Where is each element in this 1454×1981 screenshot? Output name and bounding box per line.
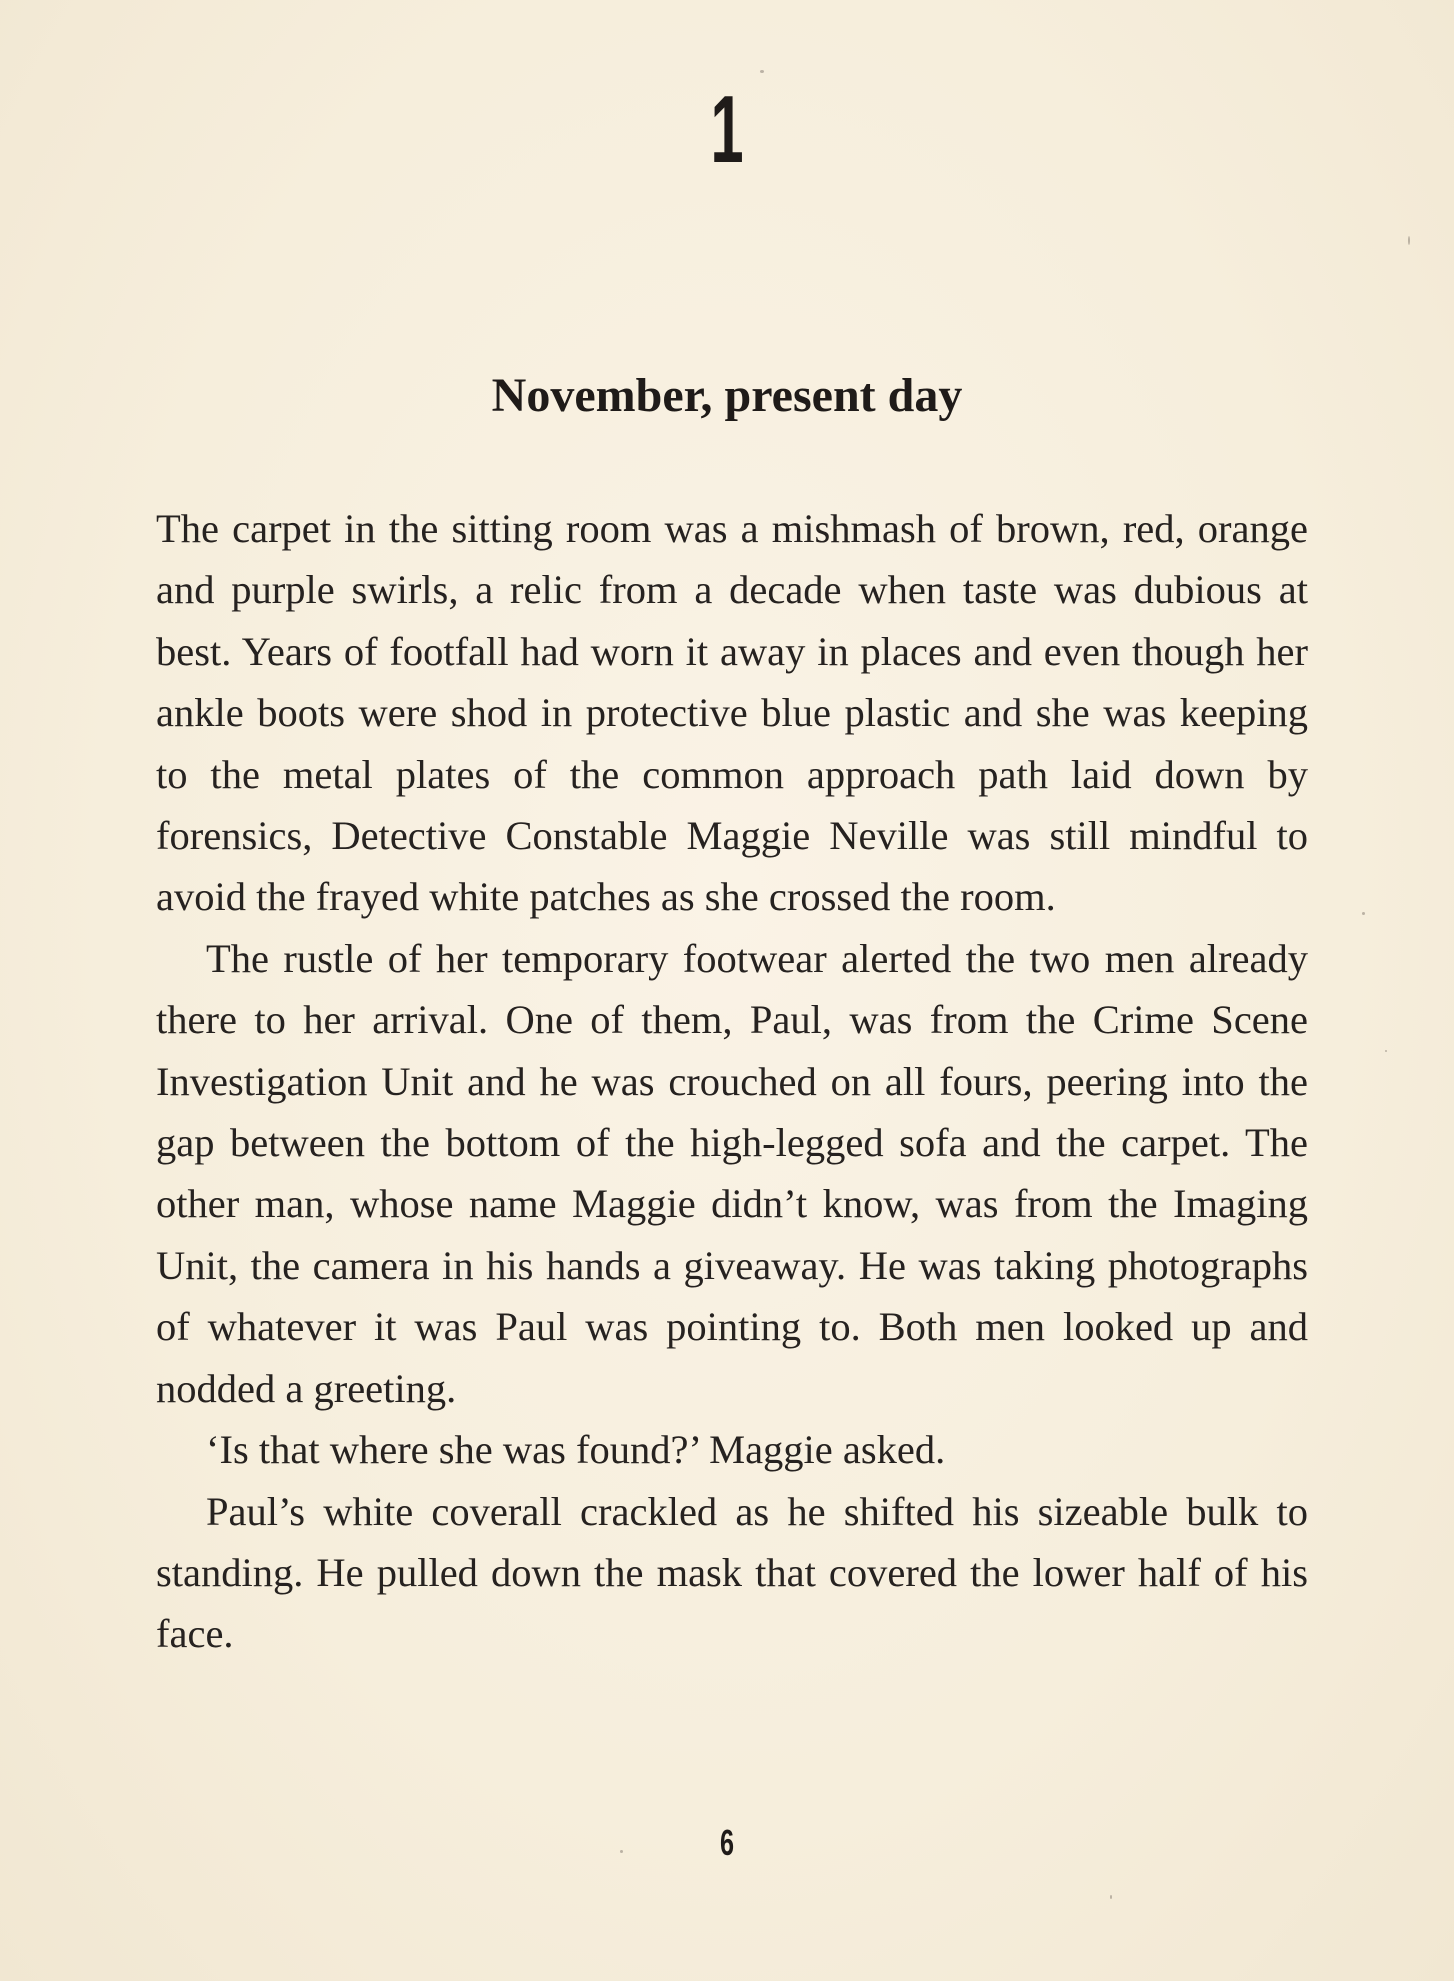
- paragraph: The rustle of her temporary footwear alerted the two men already there to her arrival. One of them, Paul, was from the Crime Scene Investigation Unit and he was crouched on all fours, peering into the gap between the bottom of the high-legged sofa and the carpet. The other man, whose name Maggie didn’t know, was from the Imaging Unit, the camera in his hands a giveaway. He was taking photographs of whatever it was Paul was pointing to. Both men looked up and nodded a greeting.: [156, 935, 1308, 1411]
- paragraph: The carpet in the sitting room was a mishmash of brown, red, orange and purple swirls, a relic from a decade when taste was dubious at best. Years of footfall had worn it away in places and even though her ankle boots were shod in protective blue plastic and she was keeping to the metal plates of the common approach path laid down by forensics, Detective Constable Maggie Neville was still mindful to avoid the frayed white patches as she crossed the room.: [156, 506, 1308, 920]
- chapter-heading: November, present day: [491, 369, 963, 422]
- paragraph: ‘Is that where she was found?’ Maggie asked.: [206, 1427, 946, 1473]
- paper-speck: [620, 1850, 623, 1853]
- paper-speck: [1362, 912, 1365, 915]
- page-number: 6: [719, 1822, 735, 1863]
- paper-speck: [1385, 1050, 1387, 1052]
- paragraph: Paul’s white coverall crackled as he shifted his sizeable bulk to standing. He pulled down the mask that covered the lower half of his face.: [156, 1488, 1308, 1657]
- paper-speck: [1408, 236, 1410, 245]
- paper-speck: [760, 70, 764, 73]
- paper-speck: [1110, 1895, 1112, 1899]
- chapter-number: 1: [710, 76, 744, 183]
- body-text: [156, 498, 1308, 1665]
